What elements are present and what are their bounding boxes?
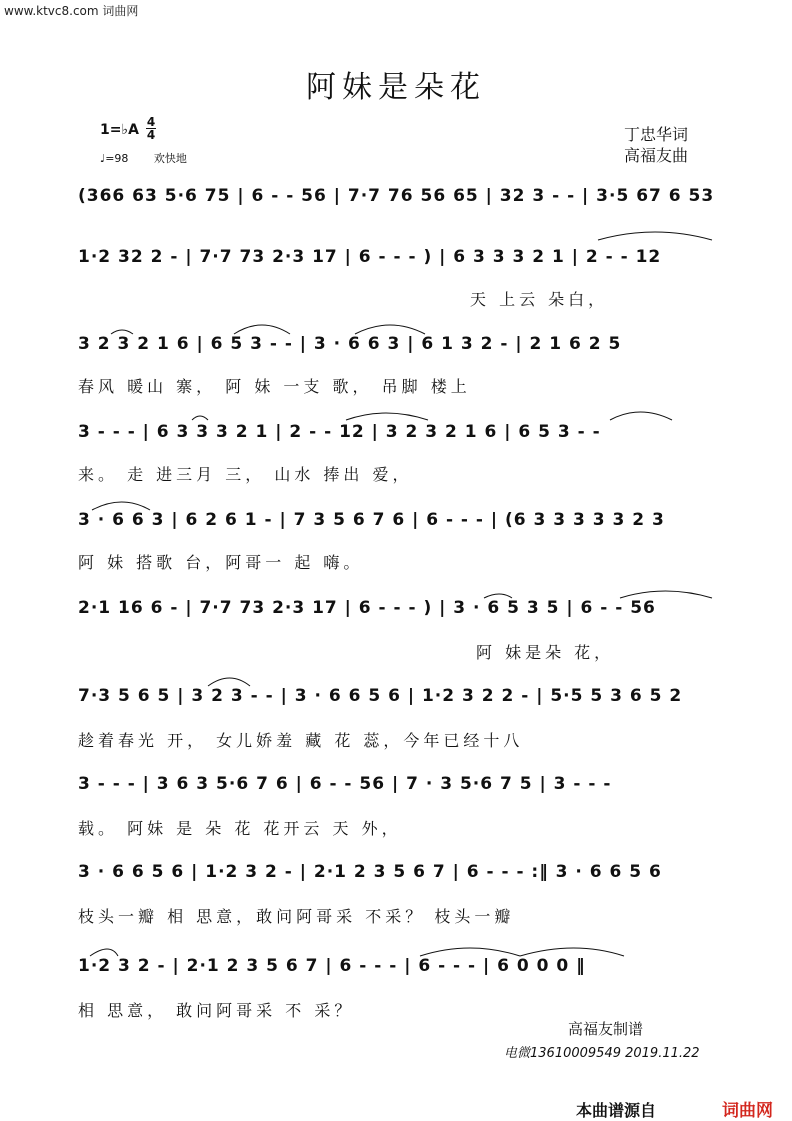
lyrics-row-6: 阿 妹是朵 花，: [476, 643, 615, 662]
lyrics-row-9: 枝头一瓣 相 思意，敢问阿哥采 不采？ 枝头一瓣: [78, 907, 515, 926]
notes-row-1: (366 63 5·6 75 | 6 - - 56 | 7·7 76 56 65 | 32 3 - - | 3·5 67 6 53: [78, 186, 715, 206]
notes-row-2: 1·2 32 2 - | 7·7 73 2·3 17 | 6 - - - ) | 6 3 3 3 2 1 | 2 - - 12: [78, 247, 662, 267]
tie-arc: [598, 232, 712, 240]
tempo-value: ♩=98: [100, 152, 129, 165]
lyrics-row-5: 阿 妹 搭歌 台，阿哥一 起 嗨。: [78, 553, 364, 572]
lyrics-row-4: 来。 走 进三月 三， 山水 捧出 爱，: [78, 465, 413, 484]
contact-info: 电微13610009549 2019.11.22: [504, 1046, 700, 1061]
notes-row-5: 3 · 6 6 3 | 6 2 6 1 - | 7 3 5 6 7 6 | 6 - - - | (6 3 3 3 3 3 2 3: [78, 510, 665, 530]
slur-arc: [234, 325, 290, 334]
slur-arc: [610, 412, 672, 420]
expression-mark: 欢快地: [153, 152, 187, 165]
time-signature-bottom: 4: [146, 128, 156, 142]
lyricist: 丁忠华词: [624, 125, 689, 144]
lyrics-row-8: 载。 阿妹 是 朵 花 花开云 天 外，: [78, 819, 402, 838]
song-title: 阿妹是朵花: [306, 70, 486, 105]
tie-arc: [520, 948, 624, 956]
notes-row-7: 7·3 5 6 5 | 3 2 3 - - | 3 · 6 6 5 6 | 1·2 3 2 2 - | 5·5 5 3 6 5 2: [78, 686, 683, 706]
slur-arc: [192, 416, 208, 420]
slur-arc: [92, 502, 150, 510]
notes-row-3: 3 2 3 2 1 6 | 6 5 3 - - | 3 · 6 6 3 | 6 1 3 2 - | 2 1 6 2 5: [78, 334, 622, 354]
time-signature-top: 4: [146, 115, 156, 129]
lyrics-row-2: 天 上云 朵白，: [470, 290, 609, 309]
slur-arc: [111, 330, 133, 334]
notes-row-9: 3 · 6 6 5 6 | 1·2 3 2 - | 2·1 2 3 5 6 7 | 6 - - - :‖ 3 · 6 6 5 6: [78, 862, 662, 882]
lyrics-row-10: 相 思意， 敢问阿哥采 不 采？: [78, 1001, 355, 1020]
lyrics-row-7: 趁着春光 开， 女儿娇羞 藏 花 蕊，今年已经十八: [78, 731, 524, 750]
notes-row-8: 3 - - - | 3 6 3 5·6 7 6 | 6 - - 56 | 7 · 3 5·6 7 5 | 3 - - -: [78, 774, 612, 794]
site-url: www.ktvc8.com 词曲网: [4, 4, 139, 18]
source-label: 本曲谱源自: [576, 1101, 657, 1120]
slur-arc: [90, 949, 118, 956]
notes-row-6: 2·1 16 6 - | 7·7 73 2·3 17 | 6 - - - ) | 3 · 6 5 3 5 | 6 - - 56: [78, 598, 656, 618]
slur-arc: [346, 413, 428, 420]
key-signature: 1=♭A: [100, 122, 139, 138]
tie-arc: [420, 948, 520, 956]
slur-arc: [208, 678, 250, 686]
score-maker: 高福友制谱: [568, 1020, 644, 1038]
lyrics-row-3: 春风 暖山 寨， 阿 妹 一支 歌， 吊脚 楼上: [78, 377, 471, 396]
notes-row-4: 3 - - - | 6 3 3 3 2 1 | 2 - - 12 | 3 2 3 2 1 6 | 6 5 3 - -: [78, 422, 601, 442]
site-logo[interactable]: 词曲网: [722, 1101, 773, 1121]
composer: 高福友曲: [624, 146, 689, 165]
slur-arc: [355, 325, 425, 334]
tie-arc: [620, 591, 712, 598]
notes-row-10: 1·2 3 2 - | 2·1 2 3 5 6 7 | 6 - - - | 6 - - - | 6 0 0 0 ‖: [78, 956, 586, 976]
slur-arc: [484, 594, 512, 598]
